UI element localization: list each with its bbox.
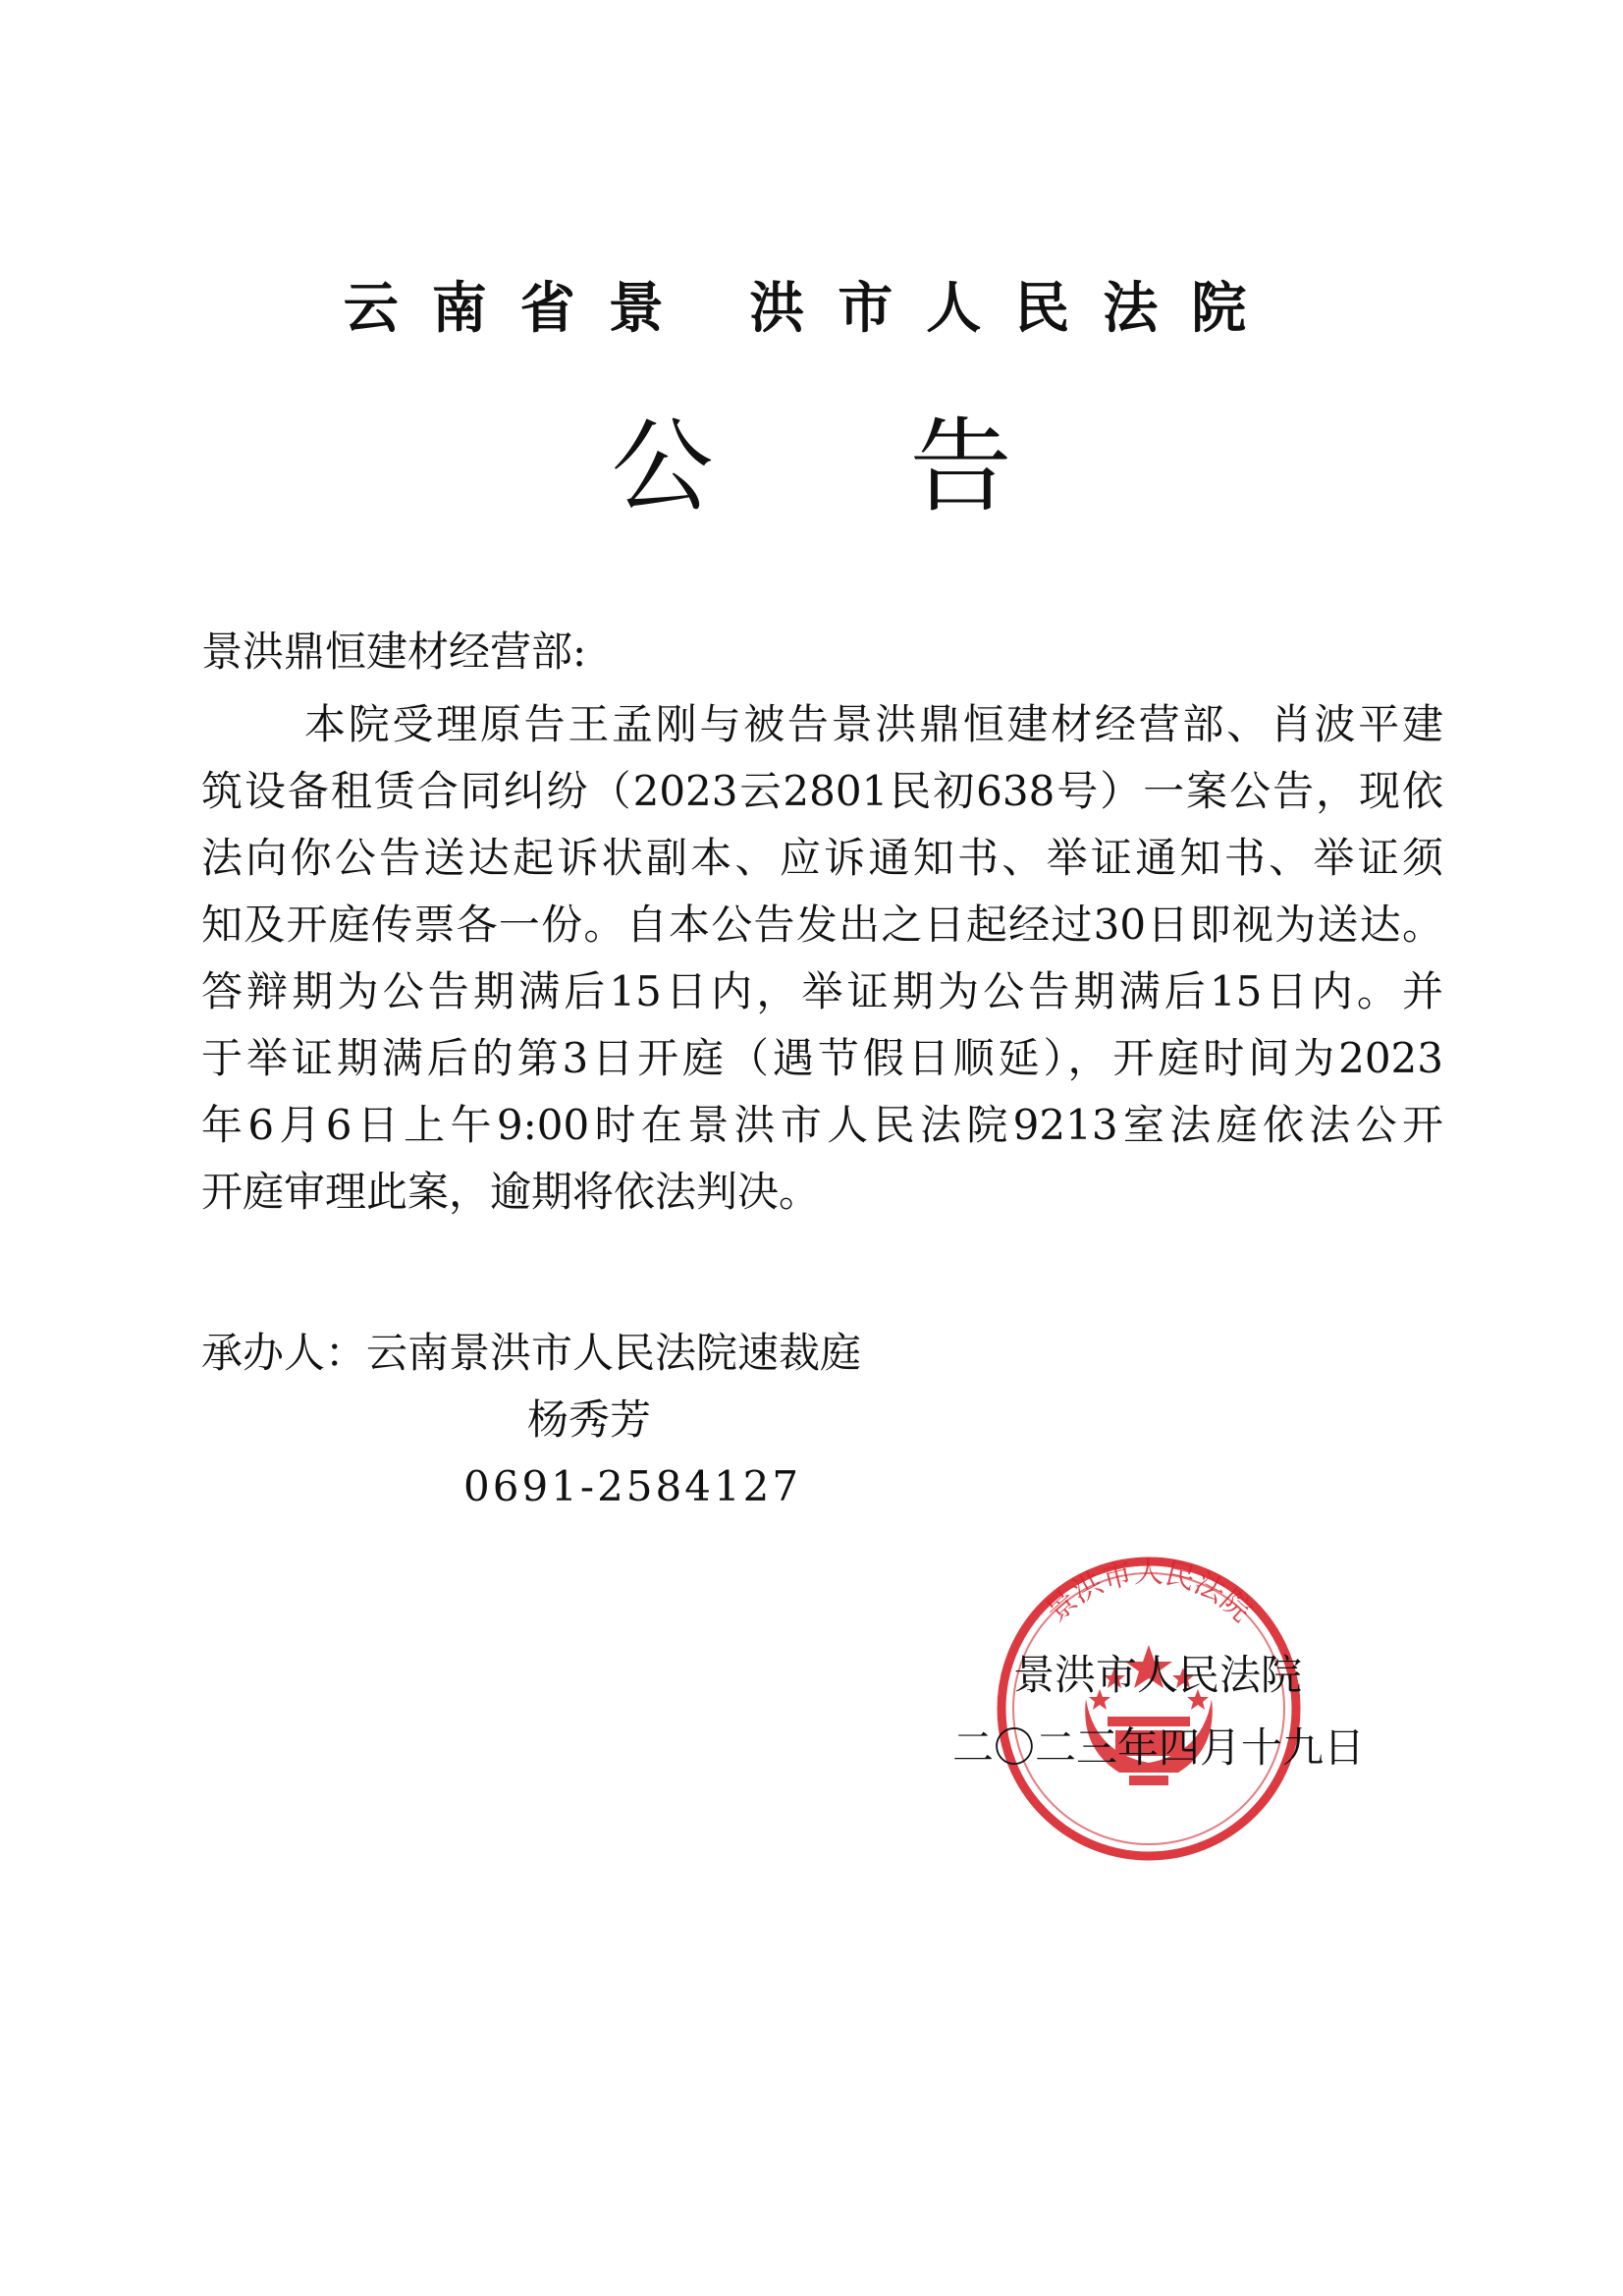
body-line-3: 法向你公告送达起诉状副本、应诉通知书、举证通知书、举证须 (201, 834, 1443, 882)
court-seal (992, 1552, 1306, 1866)
handler-phone: 0691-2584127 (463, 1462, 802, 1510)
addressee: 景洪鼎恒建材经营部: (201, 628, 587, 676)
body-line-1: 本院受理原告王孟刚与被告景洪鼎恒建材经营部、肖波平建 (304, 700, 1443, 748)
body-line-5: 答辩期为公告期满后15日内，举证期为公告期满后15日内。并 (201, 967, 1443, 1015)
body-line-2: 筑设备租赁合同纠纷（2023云2801民初638号）一案公告，现依 (201, 767, 1443, 815)
body-line-7: 年6月6日上午9:00时在景洪市人民法院9213室法庭依法公开 (201, 1101, 1443, 1149)
body-line-6: 于举证期满后的第3日开庭（遇节假日顺延），开庭时间为2023 (201, 1034, 1443, 1082)
body-line-4: 知及开庭传票各一份。自本公告发出之日起经过30日即视为送达。 (201, 901, 1443, 949)
document-title: 公告 (611, 407, 1209, 526)
handler-name: 杨秀芳 (527, 1395, 652, 1444)
footer-court-name: 景洪市人民法院 (1013, 1651, 1303, 1699)
footer-date: 二〇二三年四月十九日 (952, 1723, 1366, 1772)
court-name-header: 云南省景 洪市人民法院 (343, 277, 1280, 341)
seal-inner-text: 景洪市人民法院 (1039, 1556, 1259, 1629)
handler-label: 承办人：云南景洪市人民法院速裁庭 (201, 1329, 862, 1377)
body-line-8: 开庭审理此案，逾期将依法判决。 (201, 1168, 821, 1216)
